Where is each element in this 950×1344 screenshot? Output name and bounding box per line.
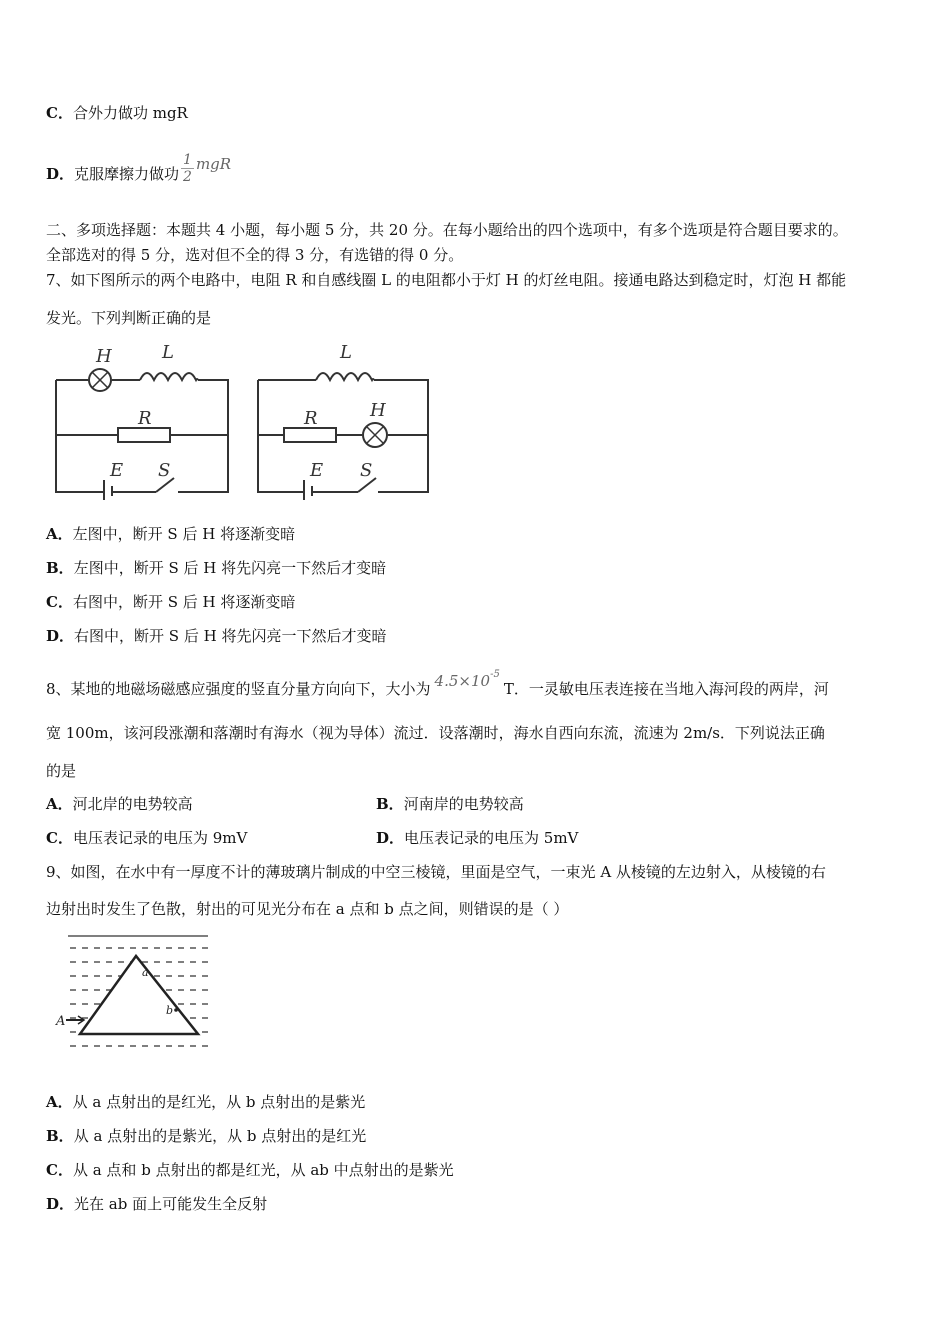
inductor-l-right <box>316 373 374 380</box>
label-e-left: E <box>110 460 124 481</box>
q8-stem-line2: 宽 100m，该河段涨潮和落潮时有海水（视为导体）流过．设落潮时，海水自西向东流，流速为 2m/s．下列说法正确 <box>46 724 825 742</box>
inductor-l-left <box>140 373 198 380</box>
q7-stem-line1: 7、如下图所示的两个电路中，电阻 R 和自感线圈 L 的电阻都小于灯 H 的灯丝电阻。接通电路达到稳定时，灯泡 H 都能 <box>46 271 847 289</box>
resistor-r-left <box>118 428 170 442</box>
label-h-left: H <box>96 346 112 367</box>
math-expr-mgr: mgR <box>195 155 232 173</box>
label-e-right: E <box>310 460 324 481</box>
battery-e-left <box>104 480 112 500</box>
label-point-b: b <box>166 1004 174 1017</box>
q9-prism-figure <box>48 930 218 1055</box>
q8-stem-line3: 的是 <box>46 762 77 780</box>
q9-option-c: C．从 a 点和 b 点射出的都是红光，从 ab 中点射出的是紫光 <box>46 1161 454 1179</box>
q7-option-d: D．右图中，断开 S 后 H 将先闪亮一下然后才变暗 <box>46 627 387 645</box>
q9-stem-line2: 边射出时发生了色散，射出的可见光分布在 a 点和 b 点之间，则错误的是（ ） <box>46 900 569 918</box>
label-point-a: a <box>142 966 149 979</box>
q8-option-c: C．电压表记录的电压为 9mV <box>46 829 248 847</box>
q7-option-c: C．右图中，断开 S 后 H 将逐渐变暗 <box>46 593 296 611</box>
section2-line2: 全部选对的得 5 分，选对但不全的得 3 分，有选错的得 0 分。 <box>46 246 464 264</box>
hollow-prism <box>80 956 198 1034</box>
q8-stem-line1: 8、某地的地磁场磁感应强度的竖直分量方向向下，大小为 $4.5\times 10^{-5}T$．一灵敏电压表连接在当地入海河段的两岸，河 <box>46 669 829 698</box>
q8-option-d: D．电压表记录的电压为 5mV <box>376 829 579 847</box>
q7-option-a: A．左图中，断开 S 后 H 将逐渐变暗 <box>46 525 296 543</box>
battery-e-right <box>304 480 312 500</box>
label-s-right: S <box>360 460 373 481</box>
q7-option-b: B．左图中，断开 S 后 H 将先闪亮一下然后才变暗 <box>46 559 387 577</box>
q9-option-d: D．光在 ab 面上可能发生全反射 <box>46 1195 268 1213</box>
label-h-right: H <box>370 400 386 421</box>
label-r-left: R <box>138 408 152 429</box>
label-l-right: L <box>340 342 352 363</box>
label-s-left: S <box>158 460 171 481</box>
q8-option-b: B．河南岸的电势较高 <box>376 795 524 813</box>
q9-option-b: B．从 a 点射出的是紫光，从 b 点射出的是红光 <box>46 1127 367 1145</box>
fraction-one-half: $\frac{1}{2}$ <box>183 152 192 185</box>
right-circuit <box>258 342 428 500</box>
q6-option-c: C．合外力做功 mgR <box>46 104 188 122</box>
resistor-r-right <box>284 428 336 442</box>
left-circuit <box>56 342 228 500</box>
q8-option-a: A．河北岸的电势较高 <box>46 795 193 813</box>
q7-stem-line2: 发光。下列判断正确的是 <box>46 309 212 327</box>
label-a-ray: A <box>56 1014 66 1029</box>
q7-circuit-figure <box>48 340 438 500</box>
point-b-marker <box>174 1008 178 1012</box>
q6-option-d: D．克服摩擦力做功 $\frac{1}{2}$ mgR <box>46 152 232 185</box>
label-l-left: L <box>162 342 174 363</box>
section2-line1: 二、多项选择题：本题共 4 小题，每小题 5 分，共 20 分。在每小题给出的四个选项中，有多个选项是符合题目要求的。 <box>46 221 848 239</box>
label-r-right: R <box>304 408 318 429</box>
q9-option-a: A．从 a 点射出的是红光，从 b 点射出的是紫光 <box>46 1093 366 1111</box>
q9-stem-line1: 9、如图，在水中有一厚度不计的薄玻璃片制成的中空三棱镜，里面是空气，一束光 A 从棱镜的左边射入，从棱镜的右 <box>46 863 826 881</box>
field-magnitude: $4.5\times 10^{-5}$ <box>434 669 500 690</box>
